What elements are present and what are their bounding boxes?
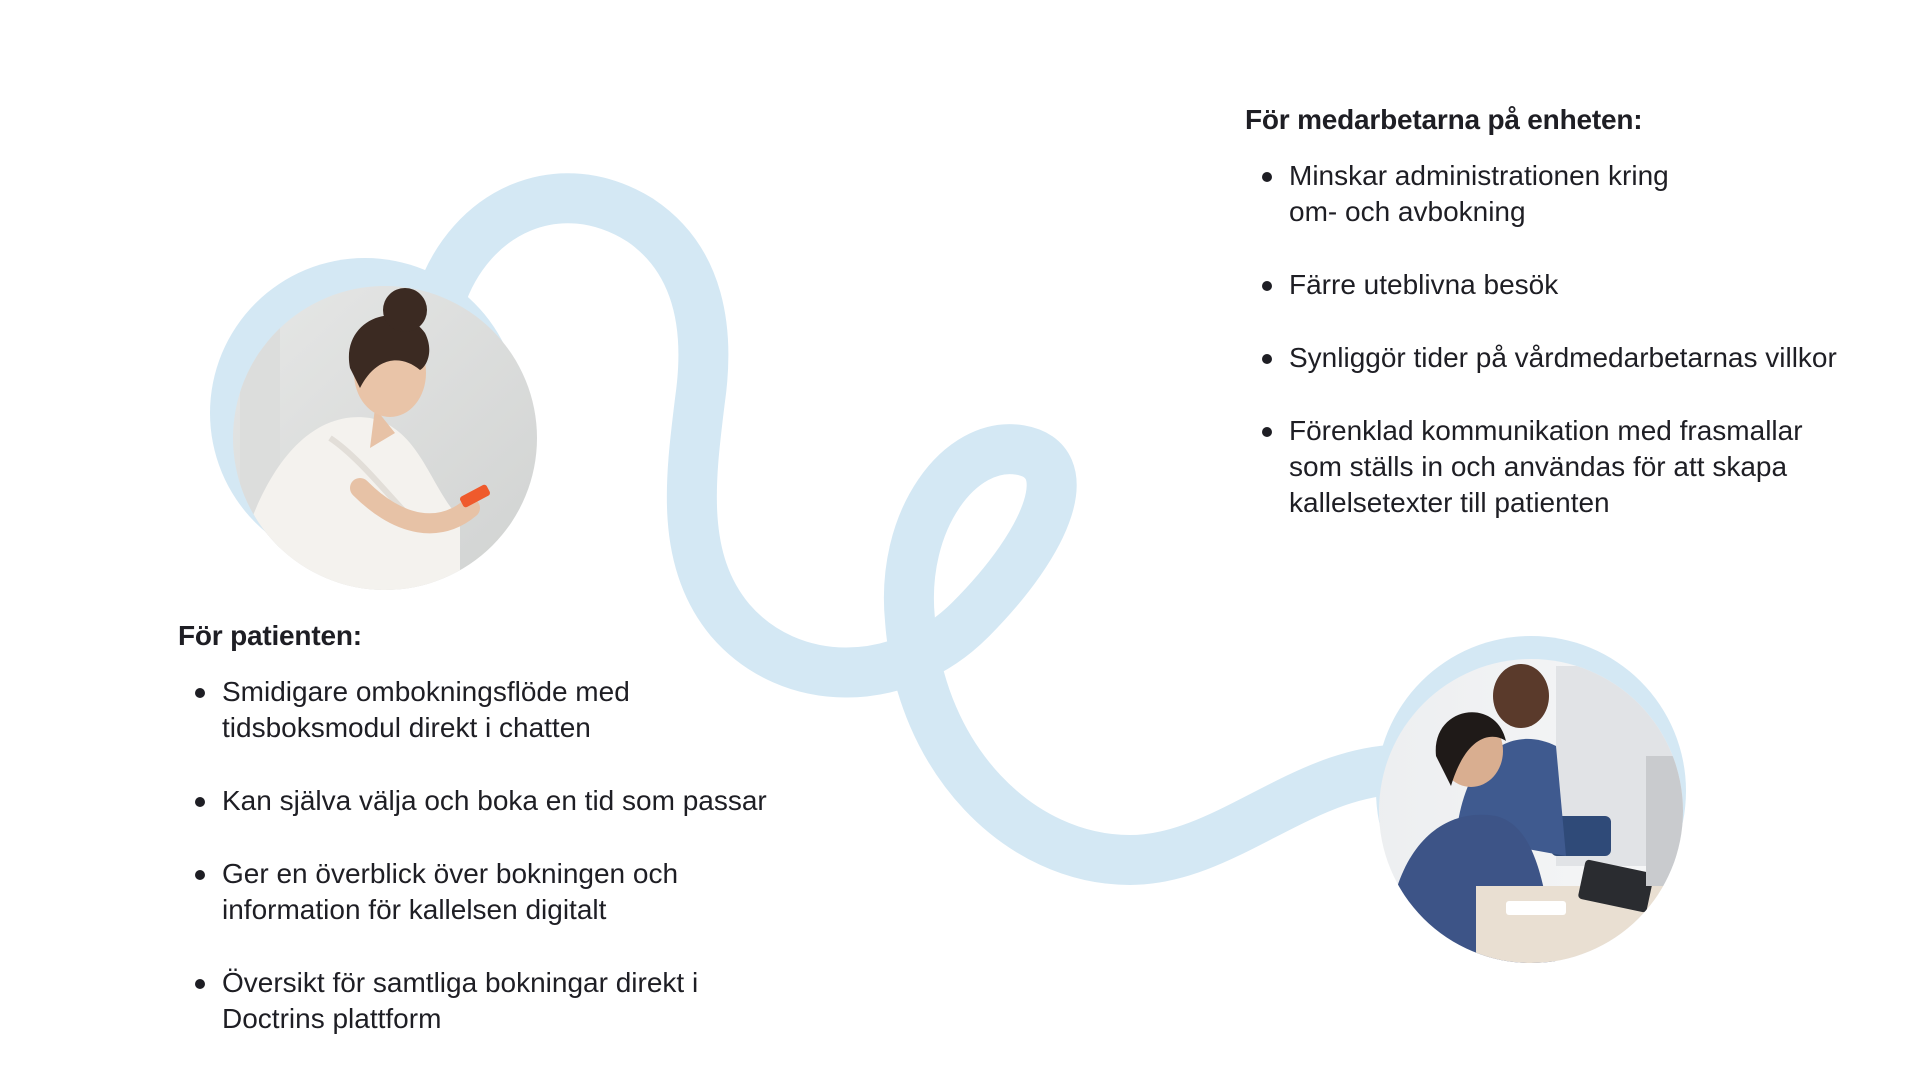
- staff-benefits-list: [1245, 158, 1905, 521]
- list-item: Minskar administrationen kring om- och avbokning: [1245, 158, 1905, 230]
- staff-photo: [1356, 636, 1696, 966]
- patient-benefits-list: [178, 674, 818, 1037]
- list-item: Översikt för samtliga bokningar direkt i Doctrins plattform: [178, 965, 818, 1037]
- patient-photo: [210, 258, 570, 598]
- list-item: Kan själva välja och boka en tid som passar: [178, 783, 818, 819]
- list-item: Färre uteblivna besök: [1245, 267, 1905, 303]
- list-item: Ger en överblick över bokningen och information för kallelsen digitalt: [178, 856, 818, 928]
- list-item: Synliggör tider på vårdmedarbetarnas villkor: [1245, 340, 1905, 376]
- list-item: Smidigare ombokningsflöde med tidsboksmodul direkt i chatten: [178, 674, 818, 746]
- list-item: Förenklad kommunikation med frasmallar som ställs in och användas för att skapa kallelsetexter till patienten: [1245, 413, 1905, 521]
- patient-heading: För patienten:: [178, 620, 362, 651]
- staff-benefits-section: [1245, 104, 1905, 558]
- staff-heading: För medarbetarna på enheten:: [1245, 104, 1643, 135]
- patient-benefits-section: [178, 620, 818, 1074]
